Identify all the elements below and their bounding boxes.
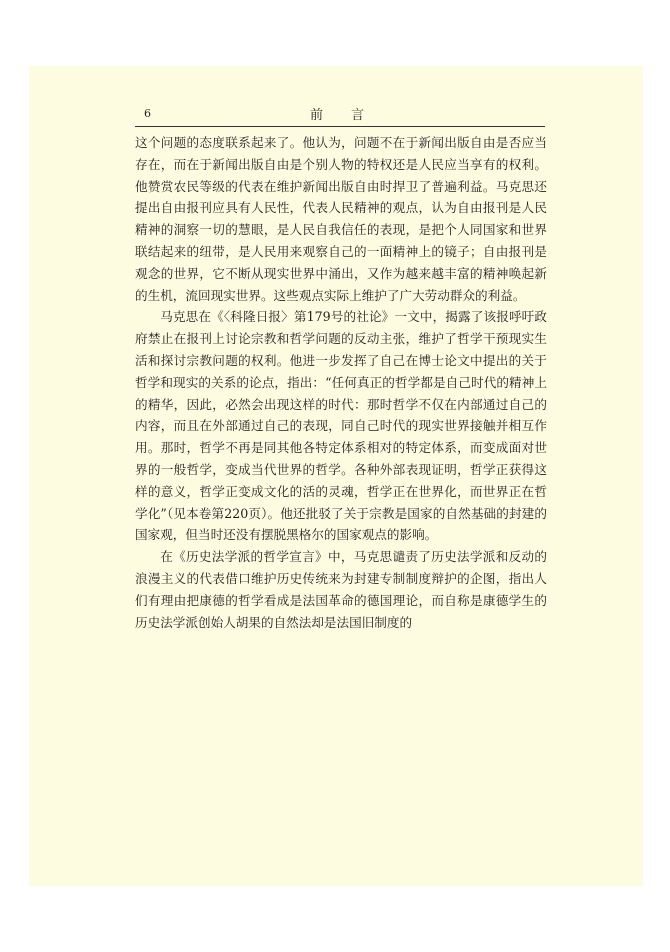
paragraph: 马克思在《〈科隆日报〉第179号的社论》一文中，揭露了该报呼吁政府禁止在报刊上讨论宗教和哲学问题的反动主张，维护了哲学干预现实生活和探讨宗教问题的权利。他进一步发挥了自己在博士论文中提出的关于哲学和现实的关系的论点，指出：“任何真正的哲学都是自己时代的精神上的精华，因此，必然会出现这样的时代：那时哲学不仅在内部通过自己的内容，而且在外部通过自己的表现，同自己时代的现实世界接触并相互作用。那时，哲学不再是同其他各特定体系相对的特定体系，而变成面对世界的一般哲学，变成当代世界的哲学。各种外部表现证明，哲学正获得这样的意义，哲学正变成文化的活的灵魂，哲学正在世界化，而世界正在哲学化”（见本卷第220页）。他还批驳了关于宗教是国家的自然基础的封建的国家观，但当时还没有摆脱黑格尔的国家观点的影响。	[135, 309, 547, 543]
body-text	[135, 132, 547, 633]
running-head: 前言	[310, 108, 393, 123]
header-rule	[135, 126, 545, 127]
paragraph: 在《历史法学派的哲学宣言》中，马克思谴责了历史法学派和反动的浪漫主义的代表借口维护历史传统来为封建专制制度辩护的企图，指出人们有理由把康德的哲学看成是法国革命的德国理论，而自称是康德学生的历史法学派创始人胡果的自然法却是法国旧制度的	[135, 549, 547, 630]
paragraph: 这个问题的态度联系起来了。他认为，问题不在于新闻出版自由是否应当存在，而在于新闻出版自由是个别人物的特权还是人民应当享有的权利。他赞赏农民等级的代表在维护新闻出版自由时捍卫了普遍利益。马克思还提出自由报刊应具有人民性，代表人民精神的观点，认为自由报刊是人民精神的洞察一切的慧眼，是人民自我信任的表现，是把个人同国家和世界联结起来的纽带，是人民用来观察自己的一面精神上的镜子；自由报刊是观念的世界，它不断从现实世界中涌出，又作为越来越丰富的精神唤起新的生机，流回现实世界。这些观点实际上维护了广大劳动群众的利益。	[135, 135, 547, 303]
page-header	[104, 104, 546, 124]
page-number: 6	[144, 107, 151, 120]
